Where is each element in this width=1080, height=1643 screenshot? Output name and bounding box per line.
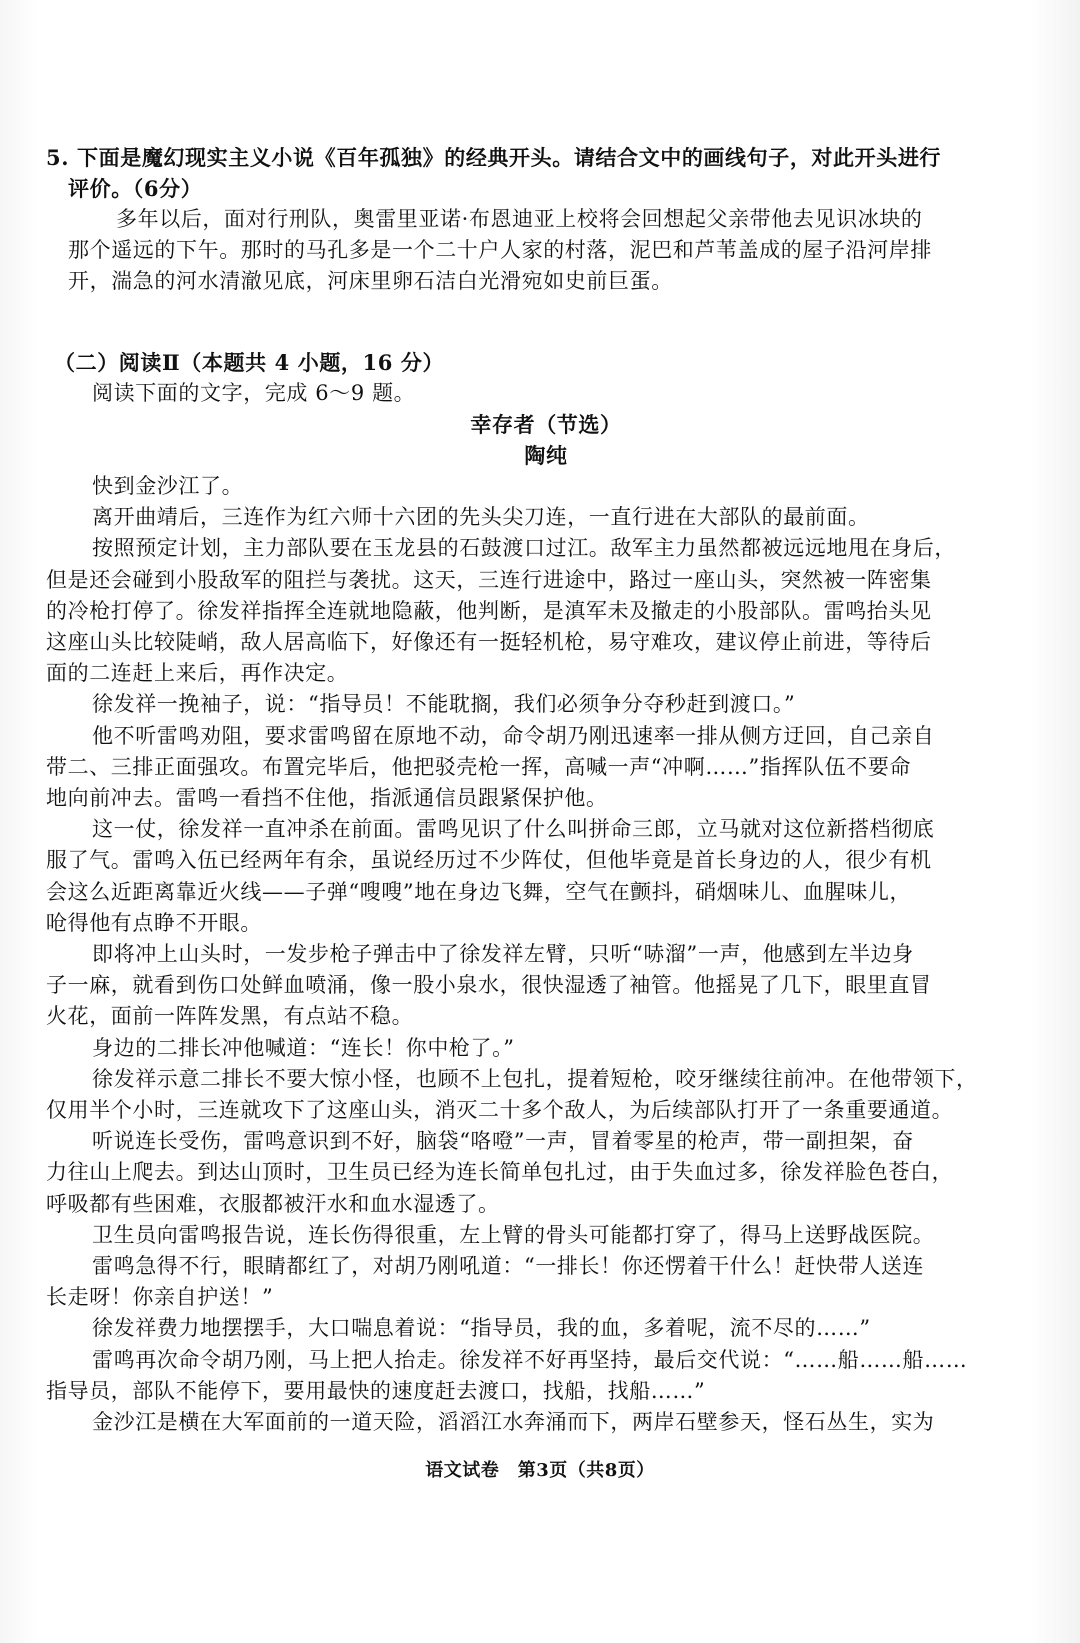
passage-line: 服了气。雷鸣入伍已经两年有余，虽说经历过不少阵仗，但他毕竟是首长身边的人，很少有机 — [46, 848, 932, 873]
question-5 — [46, 142, 1002, 297]
question-5-excerpt-line: 开，湍急的河水清澈见底，河床里卵石洁白光滑宛如史前巨蛋。 — [68, 269, 673, 293]
passage-line: 长走呀！你亲自护送！” — [46, 1285, 274, 1310]
article-passage — [46, 471, 1002, 1438]
passage-line: 这一仗，徐发祥一直冲杀在前面。雷鸣见识了什么叫拼命三郎，立马就对这位新搭档彻底 — [92, 817, 935, 842]
passage-line: 子一麻，就看到伤口处鲜血喷涌，像一股小泉水，很快湿透了袖管。他摇晃了几下，眼里直冒 — [46, 973, 932, 998]
section-instruction: 阅读下面的文字，完成 6～9 题。 — [92, 381, 416, 405]
section-heading: （二）阅读Ⅱ（本题共 4 小题，16 分） — [54, 350, 445, 375]
question-5-prompt-cont: 评价。（6分） — [68, 176, 203, 201]
passage-line: 卫生员向雷鸣报告说，连长伤得很重，左上臂的骨头可能都打穿了，得马上送野战医院。 — [92, 1222, 935, 1247]
passage-line: 面的二连赶上来后，再作决定。 — [46, 661, 349, 686]
question-5-excerpt-line: 那个遥远的下午。那时的马孔多是一个二十户人家的村落，泥巴和芦苇盖成的屋子沿河岸排 — [68, 238, 932, 262]
passage-line: 徐发祥一挽袖子，说：“指导员！不能耽搁，我们必须争分夺秒赶到渡口。” — [92, 692, 796, 717]
passage-line: 按照预定计划，主力部队要在玉龙县的石鼓渡口过江。敌军主力虽然都被远远地甩在身后， — [92, 536, 956, 561]
passage-line: 的冷枪打停了。徐发祥指挥全连就地隐蔽，他判断，是滇军未及撤走的小股部队。雷鸣抬头见 — [46, 598, 932, 623]
passage-line: 雷鸣再次命令胡乃刚，马上把人抬走。徐发祥不好再坚持，最后交代说：“……船……船…… — [92, 1347, 968, 1372]
article-author: 陶纯 — [524, 443, 568, 468]
passage-line: 呛得他有点睁不开眼。 — [46, 910, 262, 935]
passage-line: 即将冲上山头时，一发步枪子弹击中了徐发祥左臂，只听“哧溜”一声，他感到左半边身 — [92, 942, 914, 967]
passage-line: 金沙江是横在大军面前的一道天险，滔滔江水奔涌而下，两岸石壁参天，怪石丛生，实为 — [92, 1410, 935, 1435]
page-footer: 语文试卷 第3页（共8页） — [425, 1460, 655, 1481]
question-5-prompt: 5. 下面是魔幻现实主义小说《百年孤独》的经典开头。请结合文中的画线句子，对此开头进行 — [46, 145, 942, 170]
page-content — [46, 142, 1002, 1438]
article-title: 幸存者（节选） — [470, 412, 622, 437]
passage-line: 徐发祥示意二排长不要大惊小怪，也顾不上包扎，提着短枪，咬牙继续往前冲。在他带领下， — [92, 1066, 978, 1091]
question-5-excerpt-line: 多年以后，面对行刑队，奥雷里亚诺·布恩迪亚上校将会回想起父亲带他去见识冰块的 — [116, 207, 923, 231]
passage-line: 听说连长受伤，雷鸣意识到不好，脑袋“咯噔”一声，冒着零星的枪声，带一副担架，奋 — [92, 1129, 914, 1154]
passage-line: 离开曲靖后，三连作为红六师十六团的先头尖刀连，一直行进在大部队的最前面。 — [92, 505, 870, 530]
passage-line: 仅用半个小时，三连就攻下了这座山头，消灭二十多个敌人，为后续部队打开了一条重要通道。 — [46, 1098, 954, 1123]
passage-line: 他不听雷鸣劝阻，要求雷鸣留在原地不动，命令胡乃刚迅速率一排从侧方迂回，自己亲自 — [92, 723, 935, 748]
passage-line: 快到金沙江了。 — [92, 474, 244, 498]
passage-line: 指导员，部队不能停下，要用最快的速度赶去渡口，找船，找船……” — [46, 1378, 706, 1403]
passage-line: 力往山上爬去。到达山顶时，卫生员已经为连长简单包扎过，由于失血过多，徐发祥脸色苍白， — [46, 1160, 954, 1185]
passage-line: 地向前冲去。雷鸣一看挡不住他，指派通信员跟紧保护他。 — [46, 786, 608, 811]
passage-line: 火花，面前一阵阵发黑，有点站不稳。 — [46, 1004, 414, 1029]
passage-line: 徐发祥费力地摆摆手，大口喘息着说：“指导员，我的血，多着呢，流不尽的……” — [92, 1316, 871, 1341]
passage-line: 但是还会碰到小股敌军的阻拦与袭扰。这天，三连行进途中，路过一座山头，突然被一阵密集 — [46, 567, 932, 592]
passage-line: 身边的二排长冲他喊道：“连长！你中枪了。” — [92, 1035, 515, 1060]
passage-line: 会这么近距离靠近火线——子弹“嗖嗖”地在身边飞舞，空气在颤抖，硝烟味儿、血腥味儿， — [46, 879, 912, 904]
passage-line: 这座山头比较陡峭，敌人居高临下，好像还有一挺轻机枪，易守难攻，建议停止前进，等待后 — [46, 630, 932, 655]
passage-line: 雷鸣急得不行，眼睛都红了，对胡乃刚吼道：“一排长！你还愣着干什么！赶快带人送连 — [92, 1254, 925, 1279]
passage-line: 呼吸都有些困难，衣服都被汗水和血水湿透了。 — [46, 1191, 500, 1216]
passage-line: 带二、三排正面强攻。布置完毕后，他把驳壳枪一挥，高喊一声“冲啊……”指挥队伍不要命 — [46, 754, 912, 779]
